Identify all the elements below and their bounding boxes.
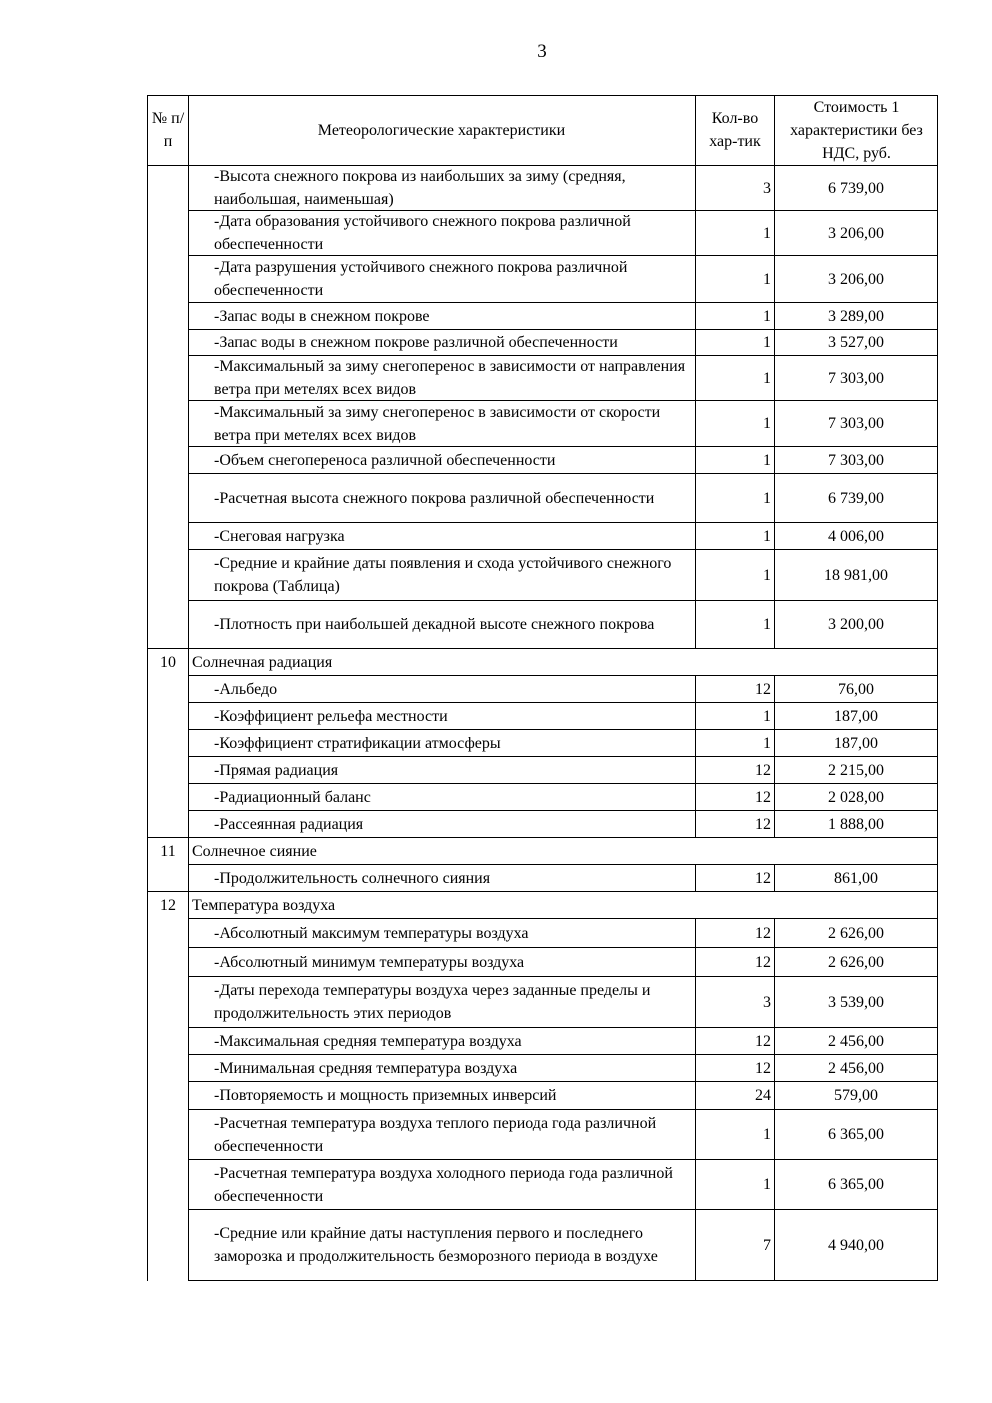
- header-qty: Кол-во хар-тик: [709, 110, 761, 150]
- characteristic-name: -Плотность при наибольшей декадной высоте снежного покрова: [214, 616, 655, 633]
- table-rule: [937, 473, 938, 523]
- characteristic-price: 3 539,00: [828, 993, 884, 1011]
- characteristic-count: 1: [763, 489, 771, 507]
- table-rule: [937, 255, 938, 303]
- characteristic-count: 1: [763, 334, 771, 351]
- characteristic-price: 3 527,00: [828, 334, 884, 351]
- characteristic-count: 12: [755, 924, 771, 942]
- table-rule: [695, 95, 696, 166]
- characteristic-name: -Снеговая нагрузка: [214, 527, 345, 545]
- characteristic-price: 579,00: [834, 1087, 878, 1104]
- table-rule: [188, 1280, 938, 1281]
- table-rule: [937, 355, 938, 401]
- characteristic-name: -Максимальный за зиму снегоперенос в зависимости от скорости ветра при метелях всех видов: [214, 403, 661, 444]
- characteristic-price: 3 206,00: [828, 270, 884, 288]
- characteristic-name: -Высота снежного покрова из наибольших за зиму (средняя, наибольшая, наименьшая): [214, 168, 626, 208]
- characteristic-count: 12: [755, 869, 771, 887]
- characteristic-price: 18 981,00: [824, 566, 888, 584]
- table-rule: [937, 165, 938, 211]
- table-rule: [937, 1027, 938, 1055]
- characteristic-name: -Повторяемость и мощность приземных инверсий: [214, 1087, 557, 1104]
- characteristic-name: -Запас воды в снежном покрове различной обеспеченности: [214, 334, 618, 351]
- characteristic-price: 2 626,00: [828, 953, 884, 971]
- table-rule: [937, 648, 938, 676]
- characteristic-name: -Объем снегопереноса различной обеспеченности: [214, 451, 556, 469]
- table-rule: [937, 756, 938, 784]
- table-rule: [937, 675, 938, 703]
- table-rule: [937, 864, 938, 892]
- table-rule: [937, 783, 938, 811]
- table-rule: [937, 1209, 938, 1281]
- characteristic-count: 12: [755, 680, 771, 698]
- characteristic-name: -Даты перехода температуры воздуха через заданные пределы и продолжительность этих периодов: [214, 982, 651, 1022]
- characteristic-count: 12: [755, 815, 771, 833]
- characteristic-price: 2 028,00: [828, 788, 884, 806]
- characteristic-name: -Расчетная температура воздуха теплого периода года различной обеспеченности: [214, 1114, 657, 1155]
- table-rule: [937, 1109, 938, 1160]
- table-rule: [937, 947, 938, 977]
- characteristic-count: 1: [763, 369, 771, 387]
- characteristic-count: 3: [763, 179, 771, 197]
- page-number: 3: [537, 41, 547, 62]
- characteristic-price: 2 456,00: [828, 1032, 884, 1050]
- characteristic-name: -Прямая радиация: [214, 761, 339, 779]
- characteristic-name: -Средние или крайние даты наступления первого и последнего заморозка и продолжительность безморозного периода в воздухе: [214, 1225, 658, 1265]
- characteristic-price: 6 365,00: [828, 1176, 884, 1193]
- characteristic-price: 6 739,00: [828, 489, 884, 507]
- characteristic-price: 76,00: [838, 680, 874, 698]
- characteristic-name: -Абсолютный максимум температуры воздуха: [214, 924, 529, 942]
- characteristic-price: 2 626,00: [828, 924, 884, 942]
- table-rule: [937, 1054, 938, 1082]
- table-rule: [937, 891, 938, 919]
- characteristic-count: 1: [763, 270, 771, 288]
- characteristic-count: 7: [763, 1236, 771, 1254]
- characteristic-count: 3: [763, 993, 771, 1011]
- table-rule: [937, 810, 938, 838]
- table-rule: [774, 95, 775, 166]
- characteristic-price: 4 940,00: [828, 1236, 884, 1254]
- characteristic-count: 12: [755, 788, 771, 806]
- section-title: Солнечное сияние: [192, 842, 317, 860]
- table-rule: [937, 95, 938, 166]
- header-price: Стоимость 1 характеристики без НДС, руб.: [790, 98, 923, 162]
- characteristic-name: -Дата разрушения устойчивого снежного покрова различной обеспеченности: [214, 259, 628, 299]
- table-rule: [937, 522, 938, 550]
- characteristic-price: 861,00: [834, 869, 878, 887]
- characteristic-name: -Минимальная средняя температура воздуха: [214, 1059, 518, 1077]
- characteristic-name: -Средние и крайние даты появления и схода устойчивого снежного покрова (Таблица): [214, 555, 672, 595]
- characteristic-name: -Абсолютный минимум температуры воздуха: [214, 953, 525, 971]
- characteristic-count: 1: [763, 1126, 771, 1143]
- table-rule: [937, 702, 938, 730]
- characteristic-name: -Запас воды в снежном покрове: [214, 307, 430, 325]
- characteristic-price: 7 303,00: [828, 369, 884, 387]
- characteristic-name: -Расчетная высота снежного покрова различной обеспеченности: [214, 489, 655, 507]
- header-num: № п/п: [151, 110, 185, 150]
- characteristic-price: 4 006,00: [828, 527, 884, 545]
- characteristic-name: -Коэффициент стратификации атмосферы: [214, 734, 501, 752]
- characteristic-name: -Максимальный за зиму снегоперенос в зависимости от направления ветра при метелях всех видов: [214, 358, 686, 398]
- section-number: 11: [160, 842, 176, 860]
- section-number: 10: [160, 653, 176, 671]
- meteo-table: [147, 95, 938, 1281]
- characteristic-price: 187,00: [834, 734, 878, 752]
- table-rule: [937, 1159, 938, 1210]
- characteristic-name: -Дата образования устойчивого снежного покрова различной обеспеченности: [214, 213, 631, 253]
- characteristic-count: 1: [763, 224, 771, 242]
- table-rule: [147, 95, 148, 1281]
- table-rule: [937, 329, 938, 356]
- characteristic-count: 1: [763, 527, 771, 545]
- characteristic-count: 1: [763, 616, 771, 633]
- characteristic-name: -Расчетная температура воздуха холодного периода года различной обеспеченности: [214, 1164, 673, 1205]
- characteristic-name: -Альбедо: [214, 680, 278, 698]
- table-rule: [937, 729, 938, 757]
- characteristic-price: 6 739,00: [828, 179, 884, 197]
- characteristic-price: 6 365,00: [828, 1126, 884, 1143]
- characteristic-price: 2 215,00: [828, 761, 884, 779]
- table-rule: [937, 446, 938, 474]
- characteristic-count: 1: [763, 707, 771, 725]
- characteristic-count: 24: [755, 1087, 771, 1104]
- characteristic-price: 1 888,00: [828, 815, 884, 833]
- table-rule: [937, 918, 938, 948]
- section-title: Температура воздуха: [192, 896, 336, 914]
- characteristic-name: -Рассеянная радиация: [214, 815, 364, 833]
- table-rule: [937, 302, 938, 330]
- characteristic-price: 3 206,00: [828, 224, 884, 242]
- characteristic-price: 7 303,00: [828, 415, 884, 432]
- characteristic-name: -Радиационный баланс: [214, 788, 371, 806]
- characteristic-price: 7 303,00: [828, 451, 884, 469]
- section-title: Солнечная радиация: [192, 653, 333, 671]
- characteristic-price: 3 289,00: [828, 307, 884, 325]
- characteristic-count: 1: [763, 307, 771, 325]
- table-rule: [937, 400, 938, 447]
- characteristic-name: -Максимальная средняя температура воздуха: [214, 1032, 522, 1050]
- characteristic-price: 3 200,00: [828, 616, 884, 633]
- characteristic-count: 12: [755, 1032, 771, 1050]
- characteristic-count: 1: [763, 415, 771, 432]
- section-number: 12: [160, 896, 176, 914]
- characteristic-name: -Продолжительность солнечного сияния: [214, 869, 491, 887]
- table-rule: [937, 1081, 938, 1110]
- table-rule: [937, 837, 938, 865]
- header-name: Метеорологические характеристики: [317, 121, 566, 139]
- characteristic-name: -Коэффициент рельефа местности: [214, 707, 448, 725]
- characteristic-count: 1: [763, 734, 771, 752]
- characteristic-count: 1: [763, 1176, 771, 1193]
- table-rule: [937, 600, 938, 649]
- characteristic-price: 2 456,00: [828, 1059, 884, 1077]
- characteristic-count: 1: [763, 566, 771, 584]
- characteristic-price: 187,00: [834, 707, 878, 725]
- characteristic-count: 12: [755, 761, 771, 779]
- characteristic-count: 12: [755, 1059, 771, 1077]
- table-rule: [937, 976, 938, 1028]
- table-rule: [147, 95, 938, 96]
- table-rule: [937, 549, 938, 601]
- characteristic-count: 1: [763, 451, 771, 469]
- characteristic-count: 12: [755, 953, 771, 971]
- table-rule: [937, 210, 938, 256]
